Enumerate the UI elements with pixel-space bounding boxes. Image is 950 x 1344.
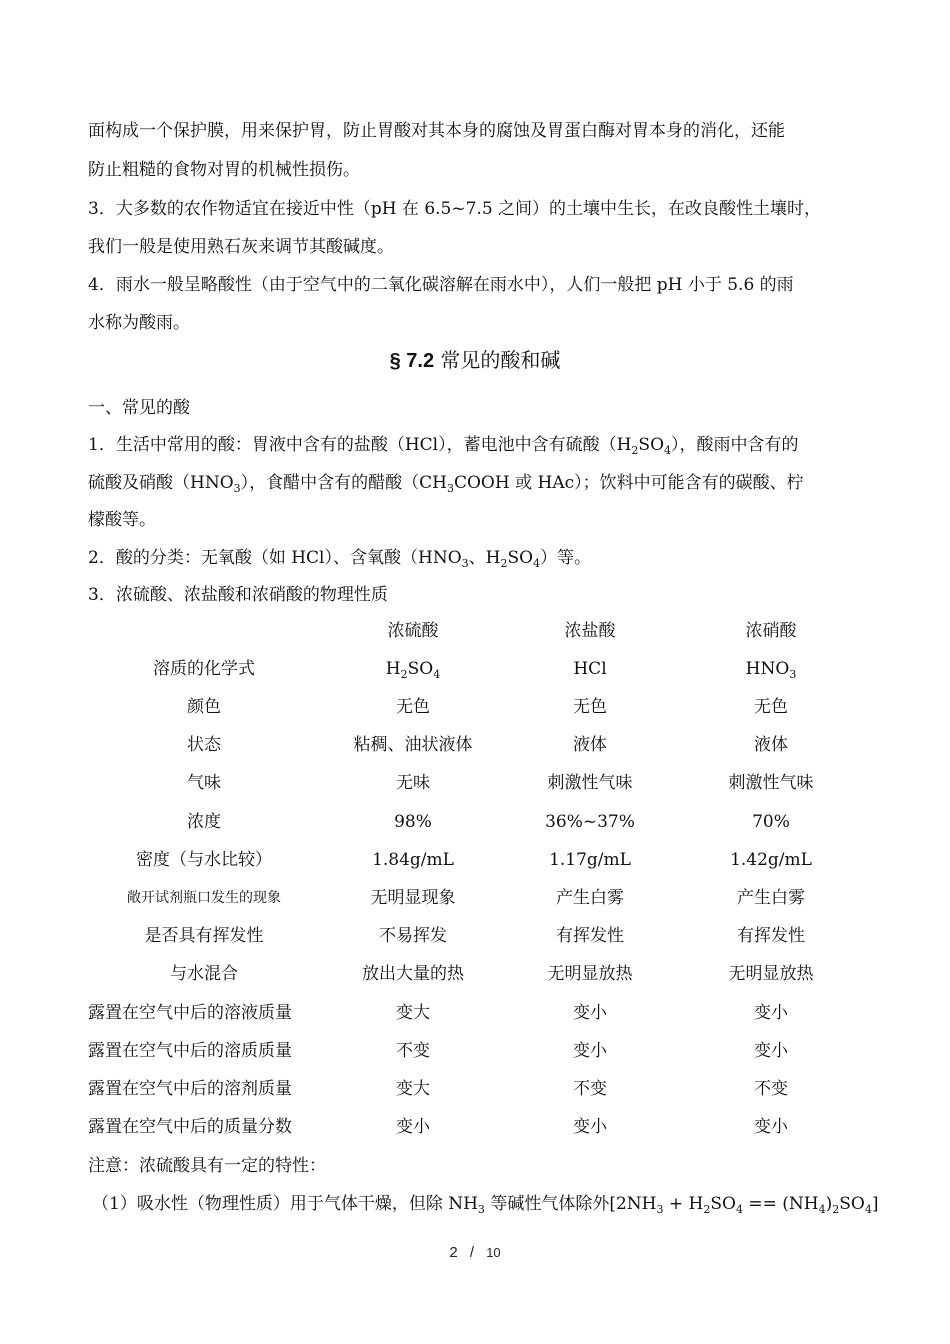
table-row — [88, 955, 868, 993]
row-label: 敞开试剂瓶口发生的现象 — [127, 890, 281, 906]
table-cell: 变小 — [573, 1040, 607, 1061]
row-label: 状态 — [187, 735, 221, 756]
table-row — [88, 726, 868, 764]
table-cell: 98% — [394, 811, 432, 832]
table-row — [88, 803, 868, 841]
table-cell: 有挥发性 — [556, 926, 624, 947]
table-cell: $H_2SO_4$ — [385, 659, 441, 681]
table-cell: 1.84g/mL — [372, 849, 454, 870]
note-line: （1）吸水性（物理性质）用于气体干燥，但除 $NH_3$ 等碱性气体除外$[2NH_3 + H_2SO_4 == (NH_4)_2SO_4]$ — [92, 1194, 879, 1216]
table-cell: 变小 — [754, 1040, 788, 1061]
row-label: 密度（与水比较） — [136, 849, 272, 870]
table-cell: 1.42g/mL — [730, 849, 812, 870]
table-row — [88, 994, 868, 1032]
table-cell: 刺激性气味 — [728, 773, 814, 794]
table-cell: 放出大量的热 — [362, 964, 464, 985]
table-cell: 变小 — [573, 1117, 607, 1138]
paragraph-line: 3．大多数的农作物适宜在接近中性（pH 在 6.5~7.5 之间）的土壤中生长，在改良酸性土壤时， — [88, 199, 822, 219]
paragraph-line: 檬酸等。 — [88, 510, 156, 530]
paragraph-line: 硫酸及硝酸$(HNO_3)$，食醋中含有的醋酸（$CH_3COOH$ 或 HAc）；饮料中可能含有的碳酸、柠 — [88, 473, 804, 495]
table-cell: 产生白雾 — [556, 888, 624, 908]
paragraph-line: 水称为酸雨。 — [88, 313, 190, 333]
table-cell: 不变 — [573, 1079, 607, 1099]
row-label: 露置在空气中后的溶液质量 — [88, 1002, 292, 1023]
table-cell: $HNO_3$ — [745, 659, 797, 681]
paragraph-line: 4．雨水一般呈略酸性（由于空气中的二氧化碳溶解在雨水中），人们一般把 pH 小于 5.6 的雨 — [88, 275, 794, 295]
table-header-cell: 浓硝酸 — [745, 621, 797, 641]
table-cell: 无色 — [754, 697, 788, 717]
table-cell: 变小 — [754, 1117, 788, 1138]
current-page: 2 — [449, 1244, 458, 1261]
paragraph-line: 3．浓硫酸、浓盐酸和浓硝酸的物理性质 — [88, 585, 388, 605]
table-cell: 无味 — [396, 773, 430, 794]
row-label: 露置在空气中后的溶质质量 — [88, 1040, 292, 1061]
table-cell: 36%~37% — [545, 811, 635, 832]
table-row — [88, 1108, 868, 1146]
table-row — [88, 841, 868, 879]
section-heading — [0, 347, 950, 374]
table-cell: 无明显现象 — [370, 888, 456, 908]
table-header-cell: 浓盐酸 — [564, 621, 616, 641]
table-cell: 无色 — [573, 697, 607, 717]
table-cell: 粘稠、油状液体 — [353, 735, 473, 756]
table-row — [88, 764, 868, 802]
table-cell: 变小 — [396, 1117, 430, 1138]
page-separator: / — [469, 1244, 475, 1261]
table-cell: 不变 — [396, 1040, 430, 1061]
row-label: 颜色 — [187, 697, 221, 717]
table-header-cell: 浓硫酸 — [387, 621, 439, 641]
table-cell: 液体 — [573, 735, 607, 756]
table-cell: 变小 — [573, 1002, 607, 1023]
table-row — [88, 1032, 868, 1070]
table-row — [88, 688, 868, 726]
table-cell: 有挥发性 — [737, 926, 805, 947]
table-header-row — [88, 612, 868, 650]
table-cell: 1.17g/mL — [549, 849, 631, 870]
table-cell: 变小 — [754, 1002, 788, 1023]
row-label: 露置在空气中后的质量分数 — [88, 1117, 292, 1138]
table-row — [88, 879, 868, 917]
paragraph-line: 我们一般是使用熟石灰来调节其酸碱度。 — [88, 237, 394, 257]
row-label: 溶质的化学式 — [153, 659, 255, 679]
section-number: § 7.2 — [389, 350, 435, 372]
paragraph-line: 面构成一个保护膜，用来保护胃，防止胃酸对其本身的腐蚀及胃蛋白酶对胃本身的消化，还能 — [88, 121, 785, 141]
table-cell: 不变 — [754, 1079, 788, 1099]
row-label: 气味 — [187, 773, 221, 794]
table-cell: 液体 — [754, 735, 788, 756]
table-row — [88, 650, 868, 688]
table-cell: 70% — [752, 811, 790, 832]
total-pages: 10 — [486, 1245, 501, 1260]
table-cell: 无色 — [396, 697, 430, 717]
table-row — [88, 917, 868, 955]
table-cell: 变大 — [396, 1002, 430, 1023]
row-label: 露置在空气中后的溶剂质量 — [88, 1079, 292, 1099]
row-label: 与水混合 — [170, 964, 238, 985]
section-title: 常见的酸和碱 — [440, 348, 561, 372]
paragraph-line: 防止粗糙的食物对胃的机械性损伤。 — [88, 160, 360, 180]
table-cell: HCl — [573, 659, 607, 679]
table-cell: 不易挥发 — [379, 926, 447, 947]
paragraph-line: 1．生活中常用的酸：胃液中含有的盐酸（HCl），蓄电池中含有硫酸$(H_2SO_4)$，酸雨中含有的 — [88, 435, 799, 457]
row-label: 是否具有挥发性 — [144, 926, 264, 947]
table-cell: 变大 — [396, 1079, 430, 1099]
page-number — [0, 1244, 950, 1261]
table-cell: 无明显放热 — [728, 964, 814, 985]
note-heading: 注意：浓硫酸具有一定的特性： — [88, 1156, 326, 1176]
table-cell: 无明显放热 — [547, 964, 633, 985]
table-cell: 产生白雾 — [737, 888, 805, 908]
paragraph-line: 2．酸的分类：无氧酸（如 HCl）、含氧酸（$HNO_3$、$H_2SO_4$）等。 — [88, 548, 592, 570]
table-row — [88, 1070, 868, 1108]
table-cell: 刺激性气味 — [547, 773, 633, 794]
subsection-heading: 一、常见的酸 — [88, 398, 190, 418]
row-label: 浓度 — [187, 811, 221, 832]
